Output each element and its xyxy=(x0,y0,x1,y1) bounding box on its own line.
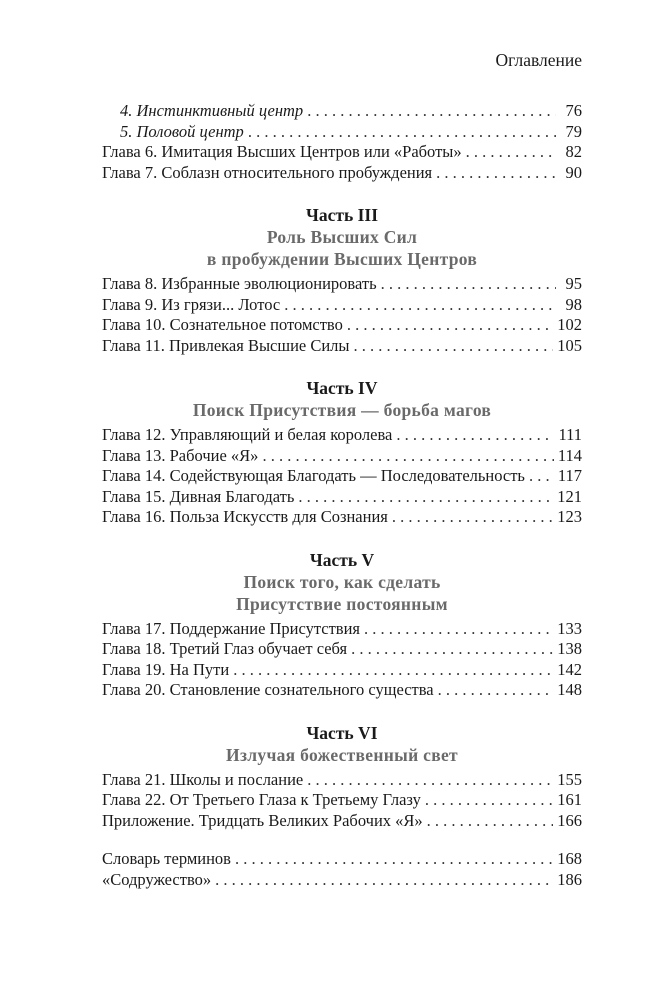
toc-entry-title: Глава 12. Управляющий и белая королева xyxy=(102,425,393,444)
toc-leader-dots xyxy=(354,336,554,357)
toc-entry[interactable] xyxy=(102,425,582,446)
toc-part-section xyxy=(102,722,582,832)
toc-leader-dots xyxy=(235,849,553,870)
toc-entry-title: Глава 7. Соблазн относительного пробуждения xyxy=(102,162,433,182)
toc-entry-title: Глава 17. Поддержание Присутствия xyxy=(102,618,361,638)
toc-part-section xyxy=(102,549,582,701)
toc-entry[interactable] xyxy=(102,680,582,701)
toc-entry-title: Глава 13. Рабочие «Я» xyxy=(102,445,259,465)
toc-leader-dots xyxy=(364,619,553,640)
toc-leader-dots xyxy=(215,870,553,891)
toc-entry[interactable] xyxy=(102,660,582,681)
part-entry-list xyxy=(102,274,582,356)
toc-intro-list xyxy=(102,101,582,183)
toc-entry-page: 117 xyxy=(557,466,582,485)
toc-entry-title: Глава 9. Из грязи... Лотос xyxy=(102,294,281,314)
table-of-contents xyxy=(102,101,582,890)
toc-leader-dots xyxy=(466,142,556,163)
toc-entry-title: «Содружество» xyxy=(102,869,212,889)
toc-entry-page: 102 xyxy=(557,315,582,334)
toc-entry[interactable] xyxy=(102,811,582,832)
toc-entry-page: 155 xyxy=(557,769,582,789)
toc-entry-page: 168 xyxy=(557,849,582,868)
toc-entry-page: 161 xyxy=(557,790,582,809)
toc-entry[interactable] xyxy=(102,446,582,467)
toc-entry-title: Глава 6. Имитация Высших Центров или «Работы» xyxy=(102,142,462,161)
toc-entry-page: 98 xyxy=(565,294,582,314)
part-title-line: Роль Высших Сил xyxy=(266,227,418,247)
toc-entry-title: Глава 8. Избранные эволюционировать xyxy=(102,274,377,293)
part-heading: Часть IV xyxy=(306,378,378,398)
toc-part-section xyxy=(102,377,582,528)
toc-entry[interactable] xyxy=(102,336,582,357)
toc-entry[interactable] xyxy=(102,315,582,336)
toc-leader-dots xyxy=(307,770,553,791)
toc-entry-title: 4. Инстинктивный центр xyxy=(120,101,304,120)
toc-entry-page: 142 xyxy=(557,659,582,679)
toc-entry-title: Глава 15. Дивная Благодать xyxy=(102,486,295,506)
toc-leader-dots xyxy=(425,790,553,811)
toc-entry[interactable] xyxy=(102,639,582,660)
part-title-line: Поиск Присутствия — борьба магов xyxy=(192,400,492,420)
toc-entry[interactable] xyxy=(102,122,582,143)
toc-entry-title: Глава 21. Школы и послание xyxy=(102,769,304,789)
toc-leader-dots xyxy=(381,274,556,295)
toc-entry[interactable] xyxy=(102,870,582,891)
toc-leader-dots xyxy=(347,315,553,336)
toc-leader-dots xyxy=(396,425,554,446)
toc-gap xyxy=(102,831,582,849)
part-title-line: Поиск того, как сделать xyxy=(243,571,441,592)
toc-entry-title: Глава 19. На Пути xyxy=(102,659,230,679)
toc-leader-dots xyxy=(262,446,553,467)
toc-entry-page: 95 xyxy=(565,274,582,293)
toc-entry[interactable] xyxy=(102,466,582,487)
toc-entry-page: 105 xyxy=(557,335,582,355)
toc-entry[interactable] xyxy=(102,770,582,791)
toc-entry-page: 166 xyxy=(557,810,582,830)
toc-parts xyxy=(102,204,582,831)
toc-entry-page: 138 xyxy=(557,639,582,658)
toc-leader-dots xyxy=(351,639,553,660)
toc-leader-dots xyxy=(284,295,556,316)
toc-entry-page: 90 xyxy=(565,162,582,182)
part-entry-list xyxy=(102,770,582,832)
toc-leader-dots xyxy=(392,507,553,528)
toc-entry-title: Глава 10. Сознательное потомство xyxy=(102,315,343,334)
part-title-line: в пробуждении Высших Центров xyxy=(206,249,478,269)
toc-leader-dots xyxy=(248,122,556,143)
toc-entry[interactable] xyxy=(102,849,582,870)
toc-entry-title: Глава 14. Содействующая Благодать — Последовательность xyxy=(102,466,525,485)
part-title-line: Излучая божественный свет xyxy=(226,744,458,765)
toc-entry[interactable] xyxy=(102,619,582,640)
running-head: Оглавление xyxy=(495,50,582,70)
toc-entry[interactable] xyxy=(102,790,582,811)
toc-entry-title: Глава 20. Становление сознательного существа xyxy=(102,680,434,699)
toc-entry-page: 123 xyxy=(557,507,582,526)
toc-leader-dots xyxy=(307,101,556,122)
toc-entry[interactable] xyxy=(102,507,582,528)
toc-back-matter-list xyxy=(102,849,582,890)
toc-entry[interactable] xyxy=(102,163,582,184)
toc-entry-page: 76 xyxy=(565,101,582,120)
toc-leader-dots xyxy=(233,660,553,681)
toc-entry-title: 5. Половой центр xyxy=(120,121,244,141)
toc-leader-dots xyxy=(438,680,554,701)
part-heading: Часть VI xyxy=(306,722,378,743)
toc-entry[interactable] xyxy=(102,487,582,508)
toc-entry-page: 79 xyxy=(565,121,582,141)
toc-part-section xyxy=(102,204,582,356)
part-entry-list xyxy=(102,425,582,528)
part-title-line: Присутствие постоянным xyxy=(236,593,448,614)
toc-leader-dots xyxy=(427,811,554,832)
toc-entry-title: Глава 18. Третий Глаз обучает себя xyxy=(102,639,348,658)
toc-entry-page: 82 xyxy=(565,142,582,161)
toc-entry[interactable] xyxy=(102,101,582,122)
toc-entry-page: 114 xyxy=(557,445,582,465)
toc-entry-title: Словарь терминов xyxy=(102,849,231,868)
toc-leader-dots xyxy=(529,466,554,487)
part-entry-list xyxy=(102,619,582,701)
toc-leader-dots xyxy=(298,487,553,508)
part-heading: Часть III xyxy=(305,205,379,225)
toc-entry-page: 148 xyxy=(557,680,582,699)
toc-entry-page: 121 xyxy=(557,486,582,506)
toc-entry-title: Глава 16. Польза Искусств для Сознания xyxy=(102,507,388,526)
toc-entry-page: 133 xyxy=(557,618,582,638)
toc-entry[interactable] xyxy=(102,274,582,295)
toc-entry-title: Приложение. Тридцать Великих Рабочих «Я» xyxy=(102,810,423,830)
toc-leader-dots xyxy=(436,163,556,184)
toc-entry-title: Глава 22. От Третьего Глаза к Третьему Глазу xyxy=(102,790,421,809)
toc-entry-page: 111 xyxy=(558,425,582,444)
part-heading: Часть V xyxy=(309,549,375,570)
toc-entry[interactable] xyxy=(102,295,582,316)
toc-entry-page: 186 xyxy=(557,869,582,889)
toc-entry[interactable] xyxy=(102,142,582,163)
toc-entry-title: Глава 11. Привлекая Высшие Силы xyxy=(102,335,350,355)
